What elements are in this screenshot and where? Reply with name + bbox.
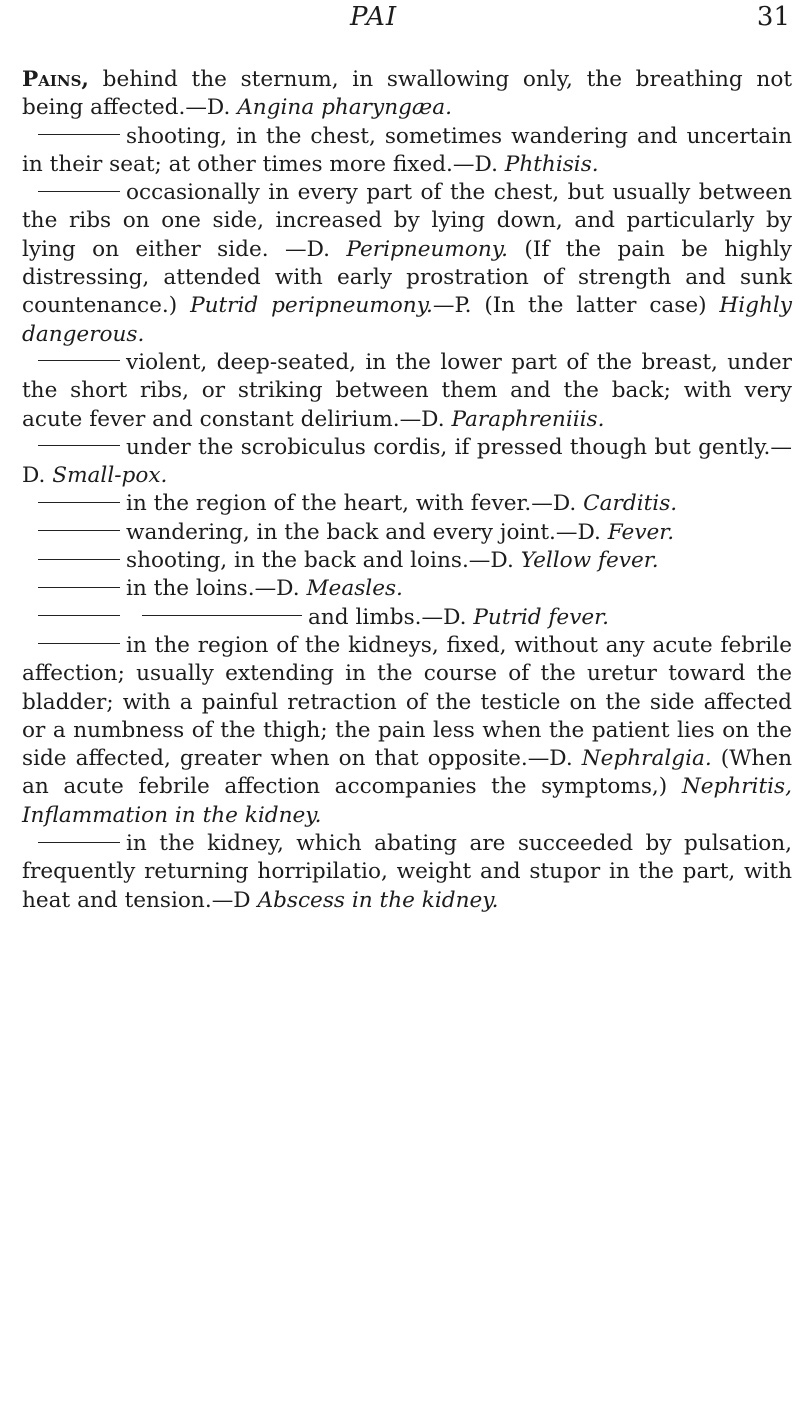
ditto-dash	[38, 587, 120, 588]
entry-wandering-back	[22, 519, 792, 547]
ditto-dash	[38, 530, 120, 531]
entry-text: wandering, in the back and every joint.—D.	[126, 519, 608, 545]
disease-name: Fever.	[607, 519, 675, 545]
disease-name-3: Highly dangerous.	[22, 293, 792, 347]
disease-name-2: Putrid peripneumony.	[190, 293, 433, 319]
disease-name: Paraphreniiis.	[451, 406, 605, 432]
entry-text: under the scrobiculus cordis, if pressed though but gently.—D.	[22, 434, 792, 489]
disease-name: Peripneumony.	[346, 236, 508, 262]
ditto-dash	[38, 360, 120, 361]
ditto-dash	[38, 559, 120, 560]
ditto-dash	[38, 643, 120, 644]
text-body	[22, 66, 792, 915]
entry-limbs	[22, 604, 792, 632]
entry-pains-sternum	[22, 66, 792, 123]
entry-text: in the region of the heart, with fever.—D.	[126, 491, 584, 517]
disease-name: Phthisis.	[504, 151, 599, 177]
entry-kidney-abscess	[22, 830, 792, 915]
entry-violent-breast	[22, 349, 792, 434]
entry-text: in the region of the kidneys, fixed, without any acute febrile affection; usually extending in the course of the uretur toward the bladder; with a painful retraction of the testicle on the side affected or a numbness of the thigh; the pain less when the patient lies on the side affected, greater when on that opposite.—D.	[22, 632, 792, 772]
disease-name: Abscess in the kidney.	[257, 887, 499, 913]
ditto-dash	[38, 842, 120, 843]
disease-name: Carditis.	[583, 491, 678, 517]
running-title: PAI	[350, 2, 398, 32]
entry-scrobiculus	[22, 434, 792, 491]
entry-occasionally-chest	[22, 179, 792, 349]
lead-word: Pains,	[22, 67, 89, 92]
disease-name: Measles.	[306, 576, 403, 602]
entry-text: in the loins.—D.	[126, 576, 307, 602]
entry-text: violent, deep-seated, in the lower part of the breast, under the short ribs, or striking between them and the back; with very acute fever and constant delirium.—D.	[22, 349, 792, 432]
ditto-dash	[38, 615, 120, 616]
entry-shooting-back	[22, 547, 792, 575]
running-head	[0, 0, 800, 40]
page-number: 31	[756, 2, 790, 32]
ditto-dash	[38, 502, 120, 503]
entry-text: in the kidney, which abating are succeeded by pulsation, frequently returning horripilatio, weight and stupor in the part, with heat and tension.—D	[22, 831, 792, 913]
entry-text: and limbs.—D.	[308, 604, 474, 630]
entry-loins	[22, 575, 792, 603]
entry-text-after: (When an acute febrile affection accompanies the symptoms,)	[22, 746, 793, 800]
entry-text: behind the sternum, in swallowing only, the breathing not being affected.—D.	[22, 67, 792, 121]
disease-name: Nephralgia.	[581, 746, 712, 772]
disease-name-2: Nephritis, Inflammation in the kidney.	[22, 774, 792, 828]
entry-text-after-2: —P. (In the latter case)	[432, 293, 720, 319]
entry-shooting-chest	[22, 123, 792, 180]
entry-text: shooting, in the back and loins.—D.	[126, 548, 521, 574]
disease-name: Small-pox.	[52, 463, 168, 489]
entry-text: occasionally in every part of the chest, but usually between the ribs on one side, increased by lying down, and particularly by lying on either side. —D.	[22, 180, 792, 262]
entry-kidneys-fixed	[22, 632, 792, 830]
disease-name: Angina pharyngæa.	[237, 95, 452, 121]
entry-text: shooting, in the chest, sometimes wandering and uncertain in their seat; at other times more fixed.—D.	[22, 123, 792, 177]
ditto-dash	[38, 191, 120, 192]
disease-name: Yellow fever.	[520, 548, 659, 574]
entry-text-after: (If the pain be highly distressing, attended with early prostration of strength and sunk countenance.)	[22, 236, 792, 319]
ditto-dash	[38, 134, 120, 135]
ditto-dash-long	[142, 615, 302, 616]
entry-region-heart	[22, 490, 792, 518]
disease-name: Putrid fever.	[473, 604, 609, 630]
ditto-dash	[38, 445, 120, 446]
